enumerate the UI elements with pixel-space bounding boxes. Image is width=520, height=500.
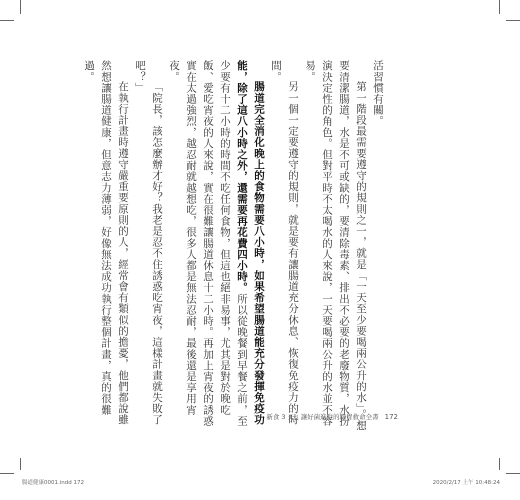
crop-mark [506,20,520,21]
crop-mark [20,458,21,470]
vertical-body-text [83,60,386,436]
crop-mark [20,0,21,14]
paragraph-continuation: 所以從晚餐到早餐之前，至少要有十二小時的時間不吃任何食物，但這也絕非易事，尤其是對於晚吃飯、愛吃宵夜的人來說，實在很難讓腸道休息十二小時。再加上宵夜的誘惑實在太過強烈，越忍耐就越想吃，很多人都是無法忍耐，最後還是享用宵夜。 [168,60,248,427]
crop-mark [499,458,500,470]
print-slug-file: 腸道健康0001.indd 172 [22,480,84,486]
print-slug-date: 2020/2/17 上午 10:48:24 [432,480,500,486]
paragraph: 第一階段最需要遵守的規則之一，就是「一天至少要喝兩公升的水」。想要清潔腸道，水是不可或缺的，要清除毒素、排出不必要的老廢物質，水扮演決定性的角色。但對平時不太喝水的人來說，一天要喝兩公升的水並不容易。 [304,60,367,431]
paragraph: 活習慣有關。 [372,60,384,127]
crop-mark [0,473,14,474]
paragraph: 在執行計畫時遵守嚴重要原則的人，經常會有類似的擔憂，他們都說雖然想讓腸道健康，但意志力薄弱，好像無法成功執行整個計畫，真的很難過。 [83,60,129,426]
page-number: 172 [384,413,398,421]
paragraph-quote: 「院長，該怎麼辦才好？我老是忍不住誘惑吃宵夜，這樣計畫就失敗了吧？」 [134,60,163,426]
crop-mark [506,473,520,474]
running-footer [266,412,398,421]
paragraph: 另一個一定要遵守的規則，就是要有讓腸道充分休息、恢復免疫力的時間。 [270,60,299,426]
crop-mark [499,0,500,14]
paragraph-emphasis [165,60,267,436]
crop-mark [0,20,14,21]
running-title: 新食 3 天，讓好菌進駐的腸胃救命全書 [266,413,379,421]
bold-text: 腸道完全消化晚上的食物需要八小時，如果希望腸道能充分發揮免疫功能，除了這八小時之外，還需要再花費四小時。 [236,60,265,426]
